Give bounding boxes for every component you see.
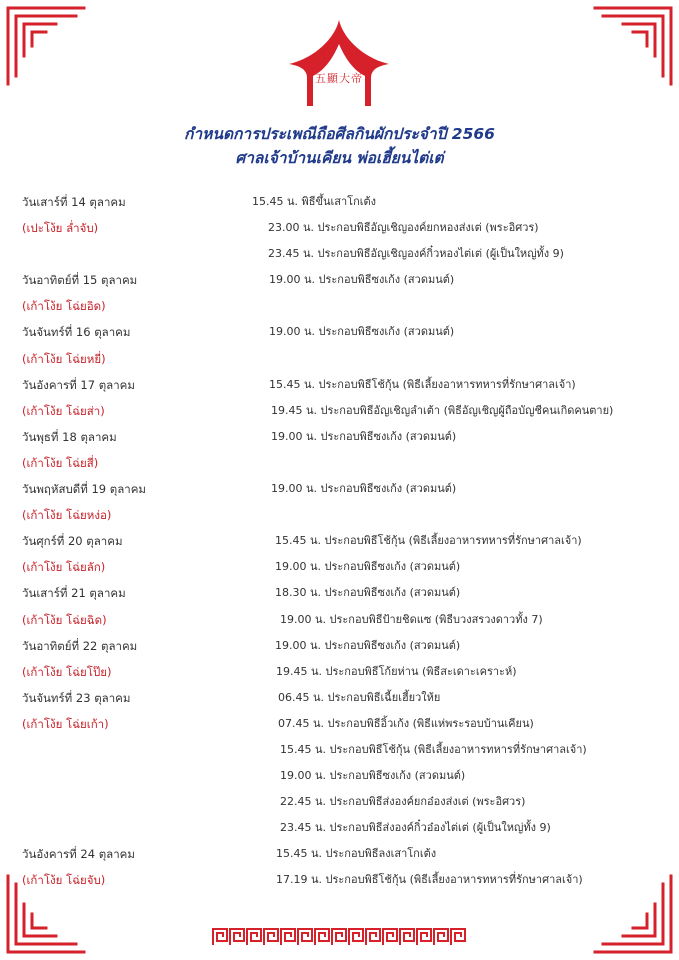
event-text: 07.45 น. ประกอบพิธีอิ้วเก้ง (พิธีแห่พระรอบบ้านเคียน) — [278, 716, 534, 730]
shrine-roof-logo — [285, 18, 393, 110]
schedule-row — [0, 398, 679, 424]
schedule-row — [0, 633, 679, 659]
event-text: 19.00 น. ประกอบพิธีซงเก้ง (สวดมนต์) — [271, 482, 457, 496]
event-text: 19.00 น. ประกอบพิธีป้ายชิดแซ (พิธีบวงสรวงดาวทั้ง 7) — [280, 612, 543, 626]
day-label: วันอาทิตย์ที่ 22 ตุลาคม — [22, 638, 138, 653]
lunar-date-label: (เปะโง้ย ล่ำจับ) — [22, 221, 99, 236]
schedule-row — [0, 815, 679, 841]
schedule-row — [0, 737, 679, 763]
day-label: วันอังคารที่ 24 ตุลาคม — [22, 847, 135, 862]
lunar-date-label: (เก้าโง้ย โฉ่ยเก้า) — [22, 716, 109, 731]
schedule-row — [0, 554, 679, 580]
schedule-row — [0, 841, 679, 867]
event-text: 22.45 น. ประกอบพิธีส่งองค์ยกอ๋องส่งเต่ (พระอิศวร) — [280, 795, 526, 809]
lunar-date-label: (เก้าโง้ย โฉ่ยจับ) — [22, 873, 106, 888]
logo-chinese-text: 五顯大帝 — [315, 72, 363, 85]
event-text: 19.00 น. ประกอบพิธีซงเก้ง (สวดมนต์) — [269, 325, 455, 339]
schedule-row — [0, 319, 679, 345]
day-label: วันพฤหัสบดีที่ 19 ตุลาคม — [22, 482, 147, 497]
page-title: กำหนดการประเพณีถือศีลกินผักประจำปี 2566 — [184, 125, 495, 143]
lunar-date-label: (เก้าโง้ย โฉ่ยหยี่) — [22, 351, 106, 366]
event-text: 23.00 น. ประกอบพิธีอัญเชิญองค์ยกหองส่งเต่ (พระอิศวร) — [268, 221, 539, 235]
schedule-row — [0, 476, 679, 502]
event-text: 15.45 น. ประกอบพิธีโช้กุ้น (พิธีเลี้ยงอาหารทหารที่รักษาศาลเจ้า) — [269, 377, 576, 391]
corner-ornament-top-right — [593, 6, 673, 86]
schedule-row — [0, 867, 679, 893]
schedule-row — [0, 607, 679, 633]
schedule-row — [0, 580, 679, 606]
lunar-date-label: (เก้าโง้ย โฉ่ยหง่อ) — [22, 508, 112, 523]
schedule-row — [0, 789, 679, 815]
schedule-list — [0, 189, 679, 894]
lunar-date-label: (เก้าโง้ย โฉ่ยสี่) — [22, 455, 99, 470]
day-label: วันพุธที่ 18 ตุลาคม — [22, 429, 117, 444]
event-text: 23.45 น. ประกอบพิธีส่งองค์กิ๋วอ๋องไต่เต่ (ผู้เป็นใหญ่ทั้ง 9) — [280, 821, 551, 835]
schedule-row — [0, 685, 679, 711]
event-text: 23.45 น. ประกอบพิธีอัญเชิญองค์กิ๋วหองไต่เต่ (ผู้เป็นใหญ่ทั้ง 9) — [268, 247, 564, 261]
event-text: 18.30 น. ประกอบพิธีซงเก้ง (สวดมนต์) — [275, 586, 461, 600]
schedule-row — [0, 346, 679, 372]
page-subtitle: ศาลเจ้าบ้านเคียน พ่อเฮี้ยนไต่เต่ — [235, 149, 444, 167]
lunar-date-label: (เก้าโง้ย โฉ่ยโป๊ย) — [22, 664, 112, 679]
schedule-row — [0, 502, 679, 528]
event-text: 19.00 น. ประกอบพิธีซงเก้ง (สวดมนต์) — [269, 273, 455, 287]
lunar-date-label: (เก้าโง้ย โฉ่ยส่า) — [22, 403, 105, 418]
event-text: 15.45 น. พิธีขึ้นเสาโกเต้ง — [252, 195, 376, 208]
day-label: วันจันทร์ที่ 23 ตุลาคม — [22, 690, 131, 705]
day-label: วันจันทร์ที่ 16 ตุลาคม — [22, 325, 131, 340]
event-text: 15.45 น. ประกอบพิธีโช้กุ้น (พิธีเลี้ยงอาหารทหารที่รักษาศาลเจ้า) — [275, 534, 582, 548]
schedule-row — [0, 215, 679, 241]
day-label: วันเสาร์ที่ 21 ตุลาคม — [22, 586, 126, 601]
corner-ornament-top-left — [6, 6, 86, 86]
schedule-row — [0, 659, 679, 685]
event-text: 06.45 น. ประกอบพิธีเฉี้ยเฮี้ยวให้ย — [278, 690, 441, 704]
lunar-date-label: (เก้าโง้ย โฉ่ยอิด) — [22, 299, 106, 314]
schedule-row — [0, 241, 679, 267]
day-label: วันเสาร์ที่ 14 ตุลาคม — [22, 195, 126, 209]
day-label: วันอาทิตย์ที่ 15 ตุลาคม — [22, 273, 138, 288]
schedule-row — [0, 372, 679, 398]
schedule-row — [0, 267, 679, 293]
greek-key-border — [212, 928, 467, 946]
event-text: 19.00 น. ประกอบพิธีซงเก้ง (สวดมนต์) — [271, 429, 457, 443]
day-label: วันอังคารที่ 17 ตุลาคม — [22, 377, 135, 392]
lunar-date-label: (เก้าโง้ย โฉ่ยลัก) — [22, 560, 106, 575]
lunar-date-label: (เก้าโง้ย โฉ่ยฉิด) — [22, 612, 107, 627]
schedule-row — [0, 711, 679, 737]
schedule-row — [0, 450, 679, 476]
event-text: 17.19 น. ประกอบพิธีโช้กุ้น (พิธีเลี้ยงอาหารทหารที่รักษาศาลเจ้า) — [276, 873, 583, 887]
event-text: 19.45 น. ประกอบพิธีโก้ยห่าน (พิธีสะเดาะเคราะห์) — [276, 664, 517, 678]
event-text: 15.45 น. ประกอบพิธีลงเสาโกเต้ง — [276, 847, 437, 861]
schedule-row — [0, 424, 679, 450]
event-text: 19.00 น. ประกอบพิธีซงเก้ง (สวดมนต์) — [275, 638, 461, 652]
event-text: 15.45 น. ประกอบพิธีโช้กุ้น (พิธีเลี้ยงอาหารทหารที่รักษาศาลเจ้า) — [280, 742, 587, 756]
schedule-row — [0, 189, 679, 215]
day-label: วันศุกร์ที่ 20 ตุลาคม — [22, 534, 123, 549]
event-text: 19.00 น. ประกอบพิธีซงเก้ง (สวดมนต์) — [275, 560, 461, 574]
schedule-row — [0, 528, 679, 554]
schedule-row — [0, 763, 679, 789]
event-text: 19.00 น. ประกอบพิธีซงเก้ง (สวดมนต์) — [280, 769, 466, 783]
event-text: 19.45 น. ประกอบพิธีอัญเชิญลำเต้า (พิธีอัญเชิญผู้ถือบัญชีคนเกิดคนตาย) — [271, 403, 614, 417]
schedule-row — [0, 293, 679, 319]
